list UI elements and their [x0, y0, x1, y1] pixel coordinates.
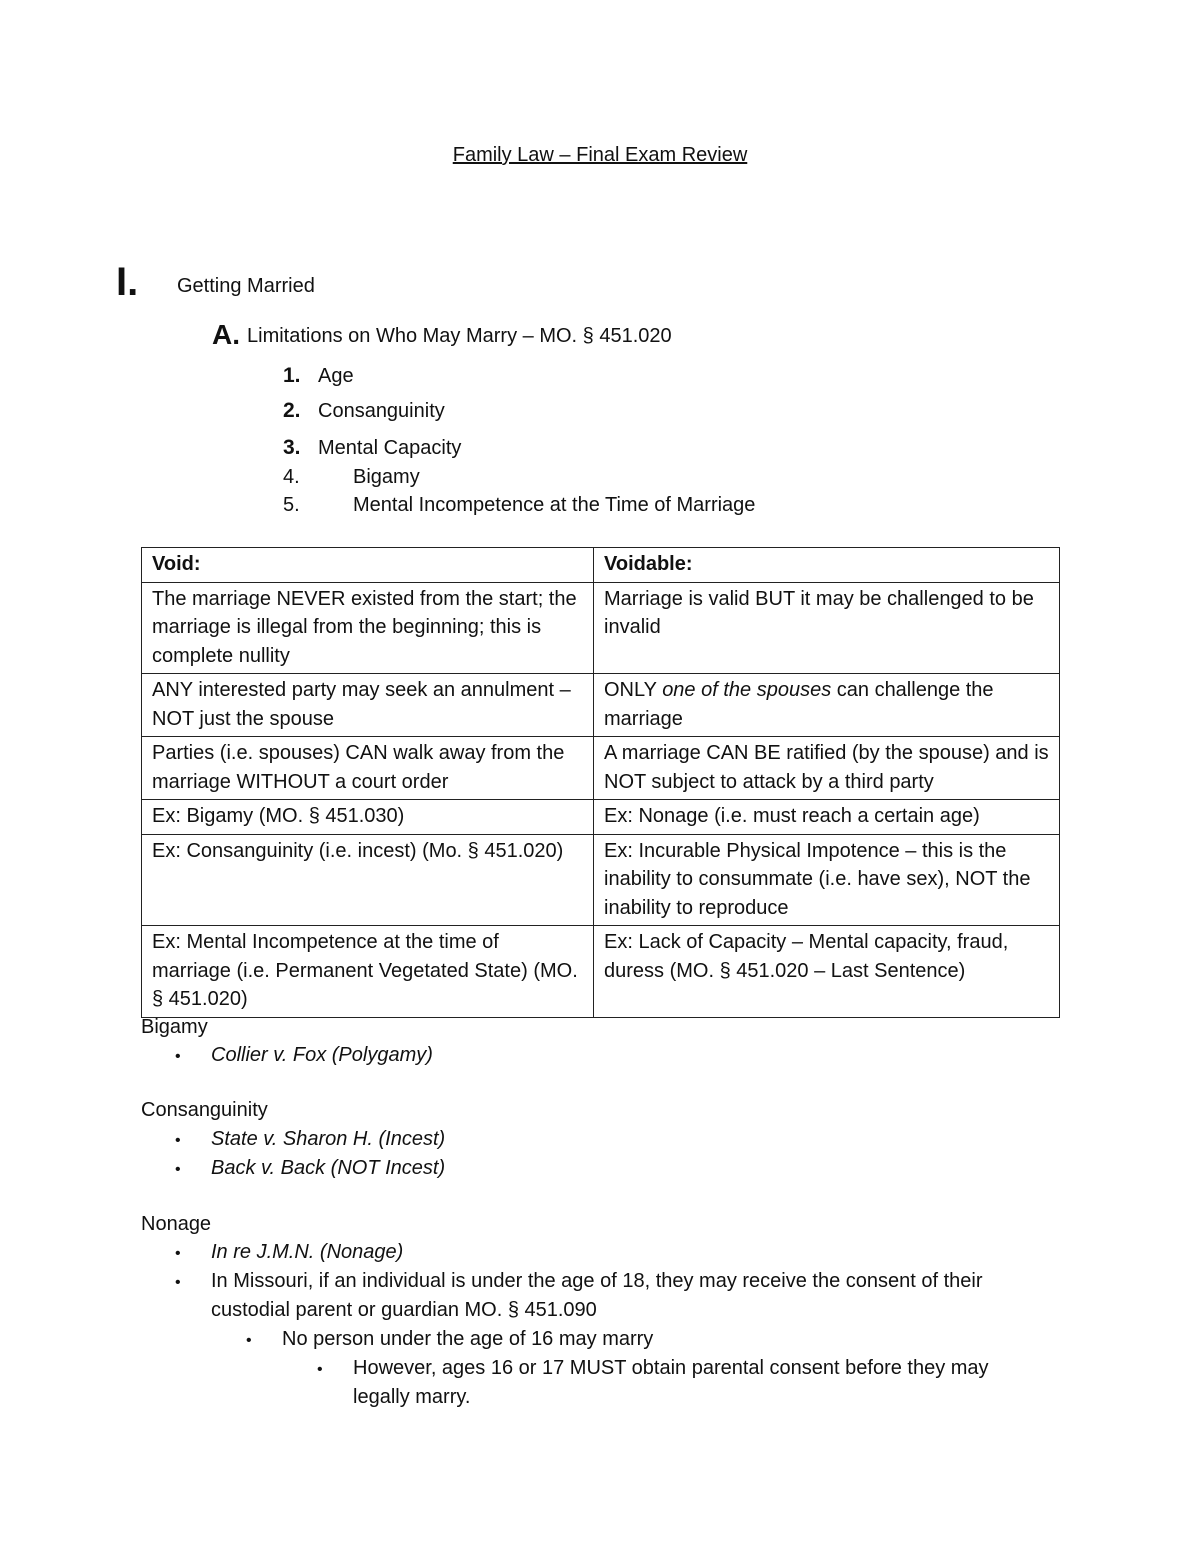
void-cell: Ex: Consanguinity (i.e. incest) (Mo. § 451.020)	[142, 834, 594, 926]
case-citation: In re J.M.N. (Nonage)	[211, 1241, 404, 1263]
bullet-icon: •	[175, 1274, 181, 1291]
void-cell: Parties (i.e. spouses) CAN walk away from the marriage WITHOUT a court order	[142, 737, 594, 800]
nonage-missouri-text: In Missouri, if an individual is under the age of 18, they may receive the consent of their	[211, 1270, 983, 1292]
list-number: 1.	[283, 364, 301, 387]
table-row	[142, 834, 1060, 926]
nonage-under16-text: No person under the age of 16 may marry	[282, 1328, 654, 1350]
list-item: Age	[318, 365, 354, 387]
bullet-icon: •	[175, 1132, 181, 1149]
consanguinity-heading: Consanguinity	[141, 1099, 268, 1121]
header-void: Void:	[142, 548, 594, 583]
bullet-icon: •	[246, 1332, 252, 1349]
voidable-emphasis: one of the spouses	[662, 679, 832, 701]
list-item: Bigamy	[353, 466, 420, 488]
bigamy-heading: Bigamy	[141, 1016, 208, 1038]
case-citation: State v. Sharon H. (Incest)	[211, 1128, 446, 1150]
nonage-heading: Nonage	[141, 1213, 212, 1235]
table-header-row	[142, 548, 1060, 583]
voidable-cell: Ex: Lack of Capacity – Mental capacity, fraud, duress (MO. § 451.020 – Last Sentence)	[594, 926, 1060, 1018]
header-voidable: Voidable:	[594, 548, 1060, 583]
void-cell: Ex: Bigamy (MO. § 451.030)	[142, 800, 594, 835]
list-number: 4.	[283, 466, 300, 488]
list-number: 2.	[283, 399, 301, 422]
nonage-consent-text: However, ages 16 or 17 MUST obtain parental consent before they may	[353, 1357, 989, 1379]
void-voidable-table	[141, 547, 1060, 1018]
subsection-letter: A.	[212, 319, 240, 350]
page-title: Family Law – Final Exam Review	[452, 144, 748, 166]
bullet-icon: •	[317, 1361, 323, 1378]
voidable-cell: A marriage CAN BE ratified (by the spouse) and is NOT subject to attack by a third party	[594, 737, 1060, 800]
table-row	[142, 926, 1060, 1018]
table-row	[142, 582, 1060, 674]
bullet-icon: •	[175, 1245, 181, 1262]
list-item: Consanguinity	[318, 400, 445, 422]
table-row	[142, 737, 1060, 800]
section-number: I.	[116, 260, 139, 304]
void-cell: Ex: Mental Incompetence at the time of marriage (i.e. Permanent Vegetated State) (MO. § 451.020)	[142, 926, 594, 1018]
list-item: Mental Incompetence at the Time of Marriage	[353, 494, 756, 516]
table-row	[142, 800, 1060, 835]
table-row	[142, 674, 1060, 737]
voidable-cell: Ex: Nonage (i.e. must reach a certain age)	[594, 800, 1060, 835]
section-title: Getting Married	[177, 275, 315, 297]
case-citation: Collier v. Fox (Polygamy)	[211, 1044, 433, 1066]
voidable-text: can challenge the marriage	[604, 679, 994, 730]
void-cell: The marriage NEVER existed from the start; the marriage is illegal from the beginning; this is complete nullity	[142, 582, 594, 674]
voidable-cell	[594, 674, 1060, 737]
subsection-title: Limitations on Who May Marry – MO. § 451.020	[247, 325, 672, 347]
nonage-consent-text: legally marry.	[353, 1386, 471, 1408]
voidable-text: ONLY	[604, 679, 663, 701]
list-number: 5.	[283, 494, 300, 516]
voidable-cell: Ex: Incurable Physical Impotence – this is the inability to consummate (i.e. have sex), NOT the inability to reproduce	[594, 834, 1060, 926]
bullet-icon: •	[175, 1048, 181, 1065]
bullet-icon: •	[175, 1161, 181, 1178]
void-cell: ANY interested party may seek an annulment – NOT just the spouse	[142, 674, 594, 737]
voidable-cell: Marriage is valid BUT it may be challenged to be invalid	[594, 582, 1060, 674]
list-item: Mental Capacity	[318, 437, 462, 459]
case-citation: Back v. Back (NOT Incest)	[211, 1157, 446, 1179]
list-number: 3.	[283, 436, 301, 459]
nonage-missouri-text: custodial parent or guardian MO. § 451.090	[211, 1299, 597, 1321]
